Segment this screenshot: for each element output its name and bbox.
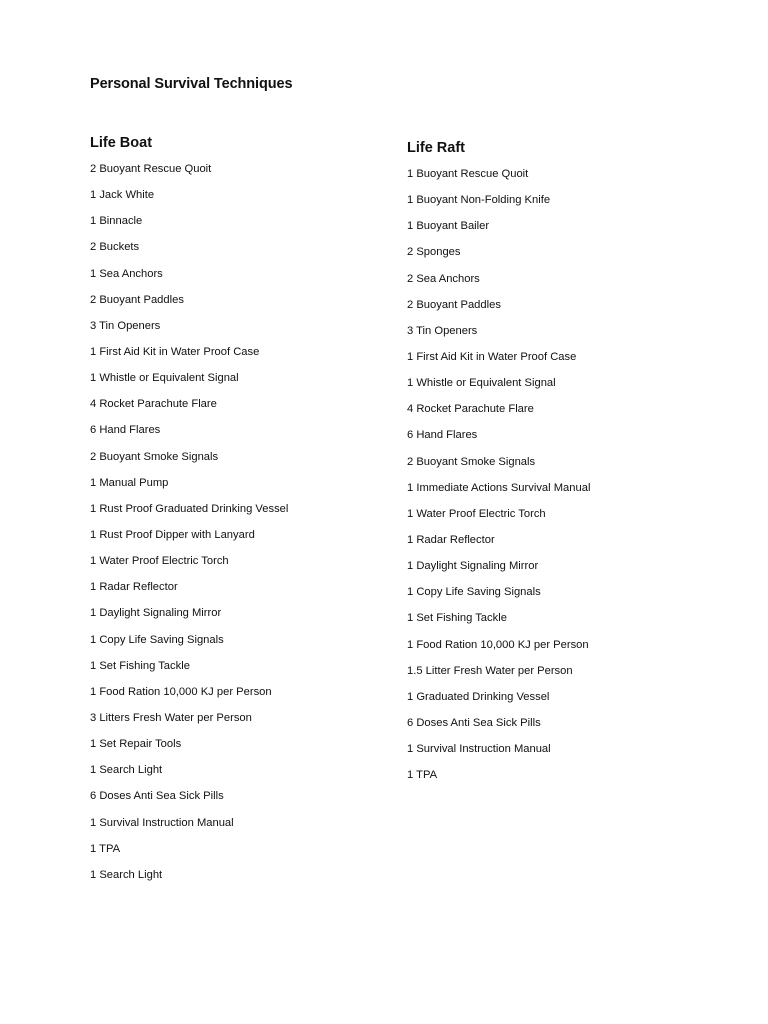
list-item: 1 Buoyant Rescue Quoit: [407, 168, 529, 180]
list-item: 1 TPA: [90, 842, 121, 855]
life-raft-column: [407, 138, 727, 794]
list-item: 1 Binnacle: [90, 215, 143, 228]
list-item: 1 Sea Anchors: [90, 267, 163, 280]
list-item: 2 Sea Anchors: [407, 272, 480, 285]
life-boat-item-list: [90, 162, 410, 894]
list-item: 1 Immediate Actions Survival Manual: [407, 481, 591, 494]
list-item: 1 Daylight Signaling Mirror: [90, 607, 222, 620]
list-item: 1 Whistle or Equivalent Signal: [407, 377, 556, 390]
list-item: 1 Buoyant Non-Folding Knife: [407, 194, 551, 207]
list-item: 1 Radar Reflector: [407, 533, 495, 546]
list-item: 1 Whistle or Equivalent Signal: [90, 372, 239, 385]
list-item: 1 Graduated Drinking Vessel: [407, 690, 550, 703]
list-item: 6 Doses Anti Sea Sick Pills: [407, 716, 541, 729]
list-item: 4 Rocket Parachute Flare: [90, 398, 217, 411]
list-item: 2 Buoyant Paddles: [407, 298, 501, 311]
life-boat-heading: Life Boat: [90, 135, 153, 151]
list-item: 1 TPA: [407, 769, 438, 782]
list-item: 1 Radar Reflector: [90, 581, 178, 594]
list-item: 1 Manual Pump: [90, 476, 169, 489]
list-item: 2 Buoyant Paddles: [90, 293, 184, 306]
life-raft-heading: Life Raft: [407, 140, 465, 156]
list-item: 3 Tin Openers: [407, 324, 478, 337]
list-item: 2 Buoyant Rescue Quoit: [90, 163, 212, 175]
list-item: 1 Rust Proof Graduated Drinking Vessel: [90, 502, 289, 515]
list-item: 2 Buckets: [90, 241, 140, 254]
list-item: 6 Hand Flares: [90, 424, 161, 437]
list-item: 1 Copy Life Saving Signals: [90, 633, 224, 646]
list-item: 1 First Aid Kit in Water Proof Case: [407, 350, 577, 363]
list-item: 1 Daylight Signaling Mirror: [407, 560, 539, 573]
life-raft-item-list: [407, 167, 727, 794]
list-item: 1 Survival Instruction Manual: [90, 816, 234, 829]
list-item: 2 Sponges: [407, 246, 461, 259]
list-item: 1 Search Light: [90, 868, 163, 881]
list-item: 3 Litters Fresh Water per Person: [90, 711, 252, 724]
list-item: 1 Food Ration 10,000 KJ per Person: [407, 638, 589, 651]
list-item: 2 Buoyant Smoke Signals: [407, 455, 536, 468]
list-item: 1 Search Light: [90, 764, 163, 777]
list-item: 1 Survival Instruction Manual: [407, 743, 551, 756]
list-item: 3 Tin Openers: [90, 319, 161, 332]
list-item: 1 Buoyant Bailer: [407, 220, 490, 233]
list-item: 1 Water Proof Electric Torch: [407, 507, 546, 520]
list-item: 4 Rocket Parachute Flare: [407, 403, 534, 416]
page-title: Personal Survival Techniques: [90, 76, 293, 92]
life-boat-column: [90, 133, 410, 894]
list-item: 1 Rust Proof Dipper with Lanyard: [90, 528, 255, 541]
list-item: 1 Set Fishing Tackle: [90, 659, 190, 672]
list-item: 1 Water Proof Electric Torch: [90, 555, 229, 568]
list-item: 1 Jack White: [90, 189, 155, 202]
list-item: 1.5 Litter Fresh Water per Person: [407, 664, 573, 677]
list-item: 1 Food Ration 10,000 KJ per Person: [90, 685, 272, 698]
list-item: 1 Set Fishing Tackle: [407, 612, 507, 625]
list-item: 1 First Aid Kit in Water Proof Case: [90, 345, 260, 358]
list-item: 2 Buoyant Smoke Signals: [90, 450, 219, 463]
list-item: 6 Doses Anti Sea Sick Pills: [90, 790, 224, 803]
list-item: 1 Set Repair Tools: [90, 738, 182, 751]
list-item: 6 Hand Flares: [407, 429, 478, 442]
list-item: 1 Copy Life Saving Signals: [407, 586, 541, 599]
